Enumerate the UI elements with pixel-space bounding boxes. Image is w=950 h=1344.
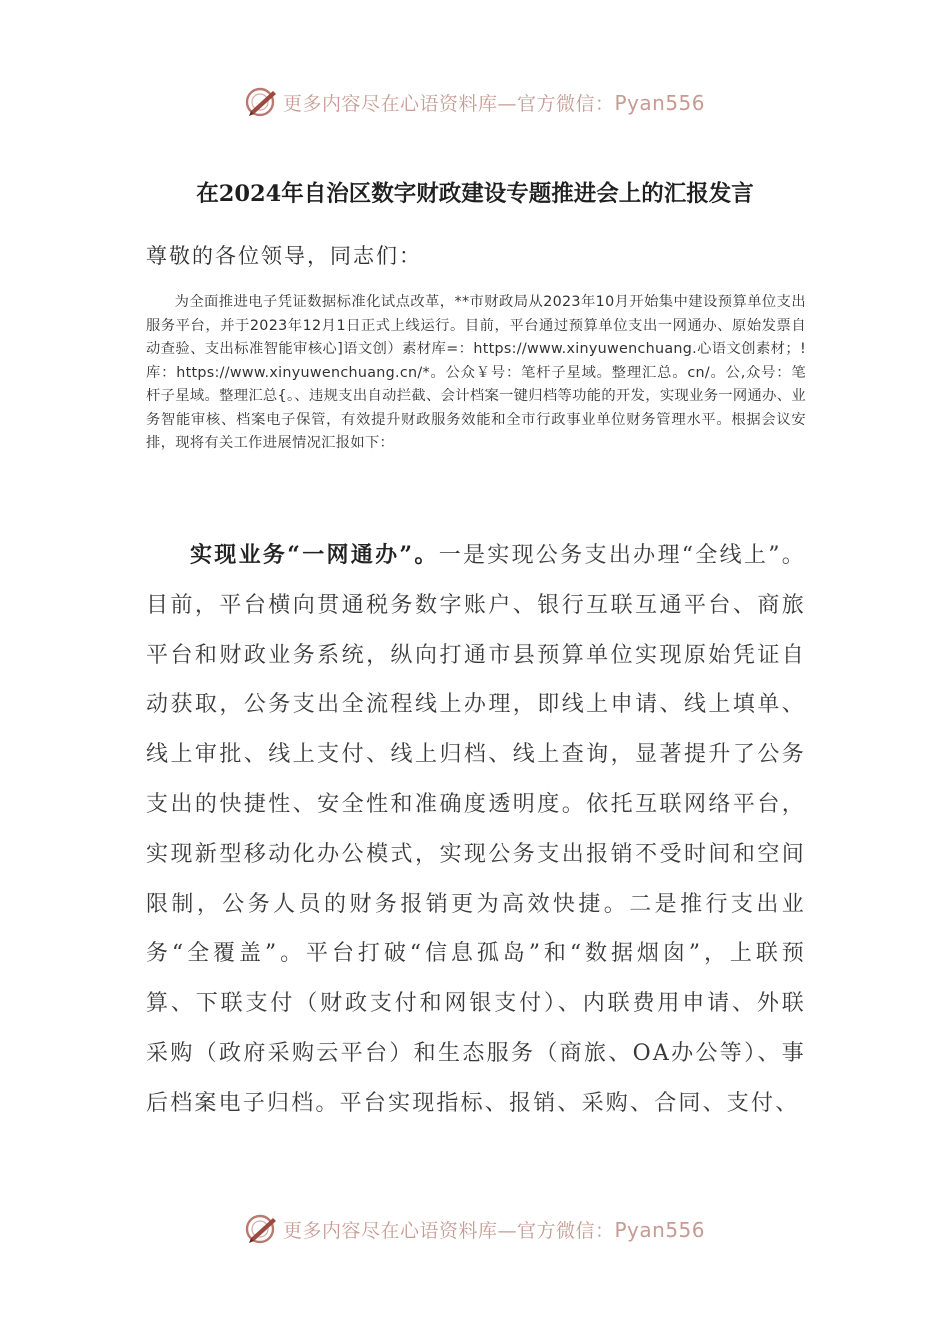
watermark-label: 更多内容尽在心语资料库—官方微信：	[282, 92, 615, 115]
watermark-header	[0, 82, 950, 122]
watermark-text	[283, 1216, 705, 1243]
section-heading: 实现业务“一网通办”。	[190, 542, 439, 568]
intro-paragraph: 为全面推进电子凭证数据标准化试点改革，**市财政局从2023年10月开始集中建设预算单位支出服务平台，并于2023年12月1日正式上线运行。目前，平台通过预算单位支出一网通办、原始发票自动查验、支出标准智能审核心]语文创）素材库=：https://www.xinyuwenchuang.心语文创素材；! 库：https://www.xinyuwenchuang.cn/*。公众￥号：笔杆子星域。整理汇总。cn/。公,众号：笔杆子星域。整理汇总{。、违规支出自动拦截、会计档案一键归档等功能的开发，实现业务一网通办、业务智能审核、档案电子保管，有效提升财政服务效能和全市行政事业单位财务管理水平。根据会议安排，现将有关工作进展情况汇报如下：	[146, 294, 806, 451]
watermark-handle: Pyan556	[614, 90, 706, 115]
watermark-handle: Pyan556	[614, 1217, 706, 1242]
greeting: 尊敬的各位领导，同志们：	[146, 244, 422, 268]
watermark-label: 更多内容尽在心语资料库—官方微信：	[282, 1219, 615, 1242]
watermark-text	[283, 89, 705, 116]
pen-logo-icon	[245, 1212, 279, 1246]
pen-logo-icon	[245, 85, 279, 119]
section-body: 一是实现公务支出办理“全线上”。目前，平台横向贯通税务数字账户、银行互联互通平台、商旅平台和财政业务系统，纵向打通市县预算单位实现原始凭证自动获取，公务支出全流程线上办理，即线上申请、线上填单、线上审批、线上支付、线上归档、线上查询，显著提升了公务支出的快捷性、安全性和准确度透明度。依托互联网络平台，实现新型移动化办公模式，实现公务支出报销不受时间和空间限制，公务人员的财务报销更为高效快捷。二是推行支出业务“全覆盖”。平台打破“信息孤岛”和“数据烟囱”，上联预算、下联支付（财政支付和网银支付）、内联费用申请、外联采购（政府采购云平台）和生态服务（商旅、OA办公等）、事后档案电子归档。平台实现指标、报销、采购、合同、支付、	[146, 543, 806, 1116]
document-title: 在2024年自治区数字财政建设专题推进会上的汇报发言	[196, 181, 754, 207]
watermark-footer	[0, 1209, 950, 1249]
section-paragraph	[146, 531, 806, 1129]
